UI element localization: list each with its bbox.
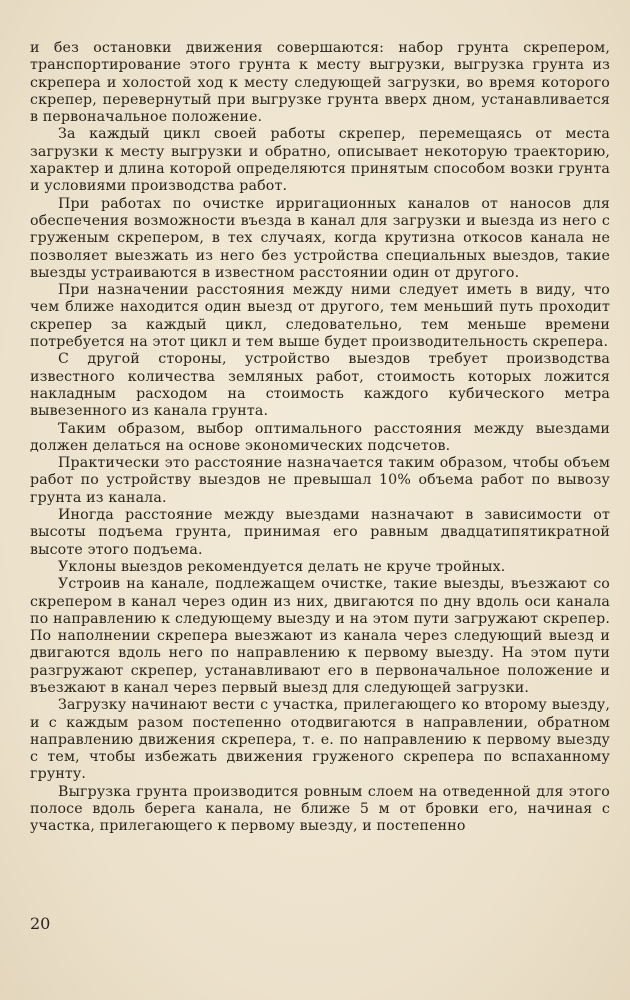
paragraph: При назначении расстояния между ними следует иметь в виду, что чем ближе находится один выезд от другого, тем меньший путь проходит скрепер за каждый цикл, следовательно, тем меньше времени потребуется на этот цикл и тем выше будет производительность скрепера. xyxy=(30,282,610,351)
paragraph: Иногда расстояние между выездами назначают в зависимости от высоты подъема грунта, принимая его равным двадцатипятикратной высоте этого подъема. xyxy=(30,507,610,558)
paragraph: Загрузку начинают вести с участка, прилегающего ко второму выезду, и с каждым разом постепенно отодвигаются в направлении, обратном направлению движения скрепера, т. е. по направлению к первому выезду с тем, чтобы избежать движения груженого скрепера по вспаханному грунту. xyxy=(30,697,610,783)
paragraph: Устроив на канале, подлежащем очистке, такие выезды, въезжают со скрепером в канал через один из них, двигаются по дну вдоль оси канала по направлению к следующему выезду и на этом пути загружают скрепер. По наполнении скрепера выезжают из канала через следующий выезд и двигаются вдоль него по направлению к первому выезду. На этом пути разгружают скрепер, устанавливают его в первоначальное положение и въезжают в канал через первый выезд для следующей загрузки. xyxy=(30,576,610,696)
paragraph: При работах по очистке ирригационных каналов от наносов для обеспечения возможности въезда в канал для загрузки и выезда из него с груженым скрепером, в тех случаях, когда крутизна откосов канала не позволяет выезжать из него без устройства специальных выездов, такие выезды устраиваются в известном расстоянии один от другого. xyxy=(30,195,610,281)
paragraph: С другой стороны, устройство выездов требует производства известного количества земляных работ, стоимость которых ложится накладным расходом на стоимость каждого кубического метра вывезенного из канала грунта. xyxy=(30,351,610,420)
paragraph: и без остановки движения совершаются: набор грунта скрепером, транспортирование этого грунта к месту выгрузки, выгрузка грунта из скрепера и холостой ход к месту следующей загрузки, во время которого скрепер, перевернутый при выгрузке грунта вверх дном, устанавливается в первоначальное положение. xyxy=(30,40,610,126)
paragraph: Уклоны выездов рекомендуется делать не круче тройных. xyxy=(58,558,506,575)
paragraph: Практически это расстояние назначается таким образом, чтобы объем работ по устройству выездов не превышал 10% объема работ по вывозу грунта из канала. xyxy=(30,455,610,506)
body-text xyxy=(30,40,610,836)
paragraph: Таким образом, выбор оптимального расстояния между выездами должен делаться на основе экономических подсчетов. xyxy=(30,420,610,454)
page-number: 20 xyxy=(30,914,51,933)
paragraph: Выгрузка грунта производится ровным слоем на отведенной для этого полосе вдоль берега канала, не ближе 5 м от бровки его, начиная с участка, прилегающего к первому выезду, и постепенно xyxy=(30,783,610,835)
paragraph: За каждый цикл своей работы скрепер, перемещаясь от места загрузки к месту выгрузки и обратно, описывает некоторую траекторию, характер и длина которой определяются принятым способом возки грунта и условиями производства работ. xyxy=(30,126,610,195)
